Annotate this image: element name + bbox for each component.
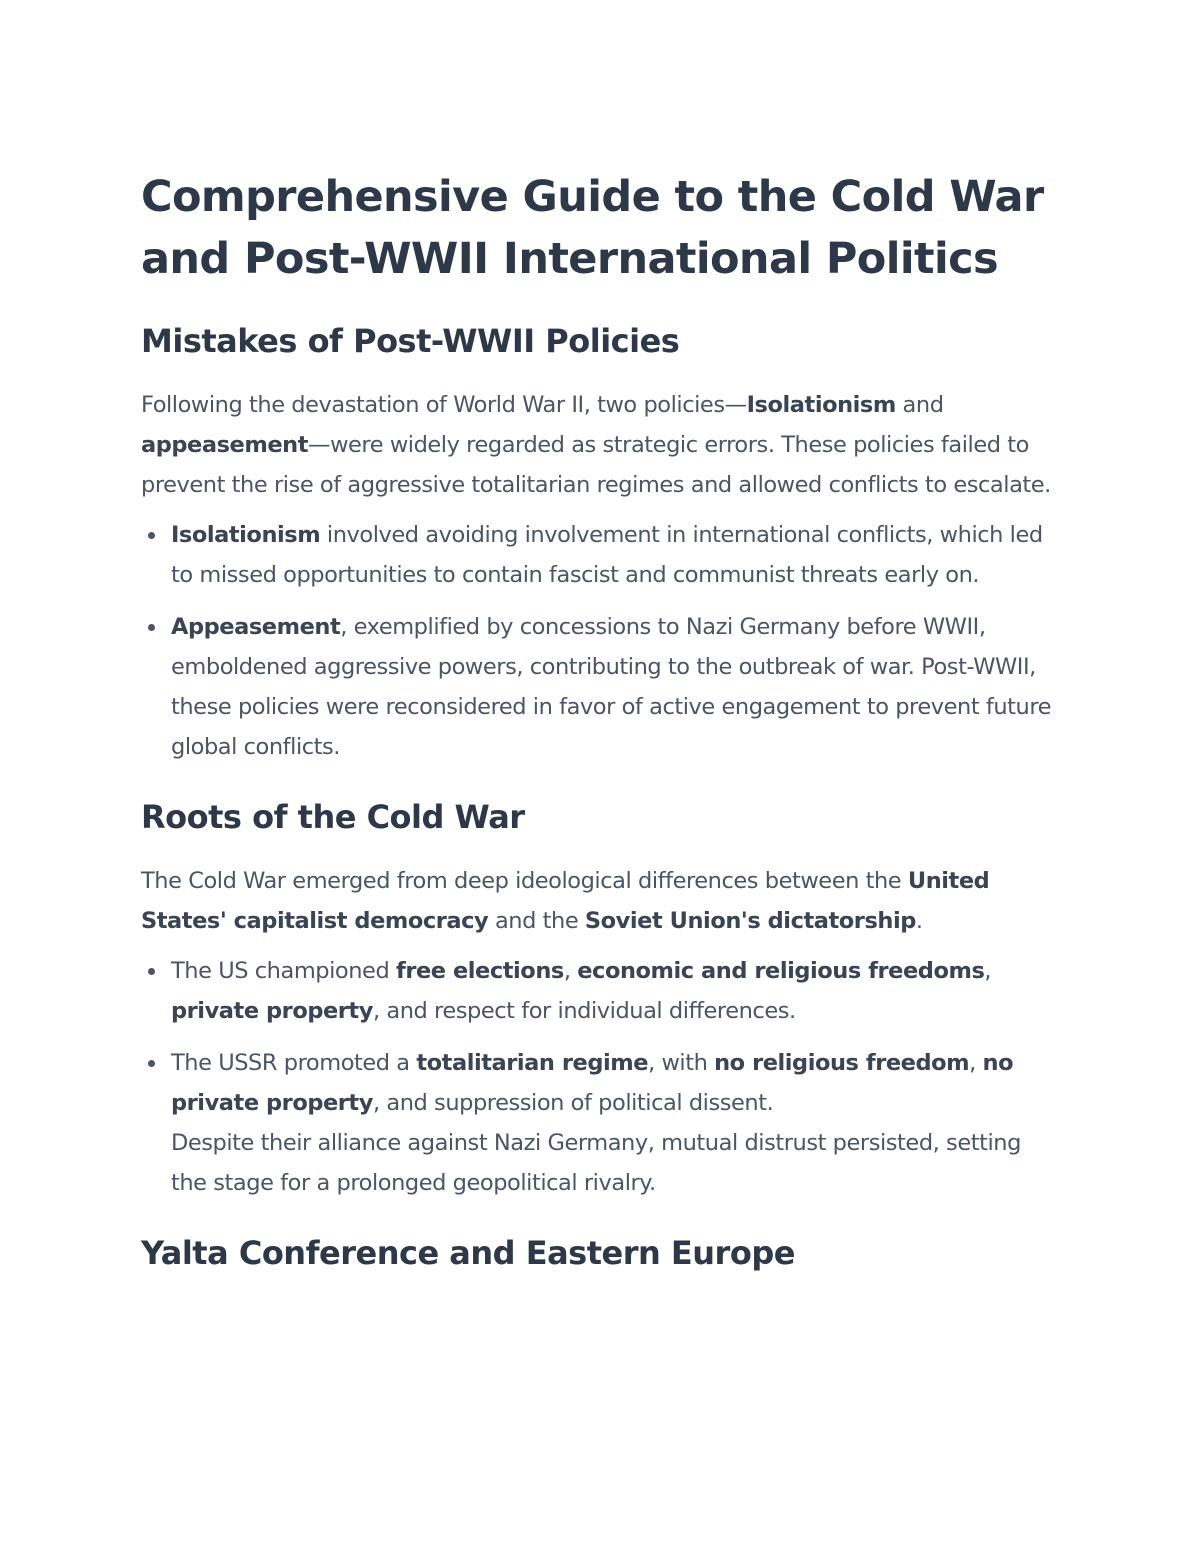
text-run: The USSR promoted a xyxy=(171,1050,417,1076)
section-heading-mistakes: Mistakes of Post-WWII Policies xyxy=(141,322,680,360)
list-item xyxy=(171,951,1061,1031)
text-run: Following the devastation of World War II, two policies— xyxy=(141,392,747,418)
text-run: , and suppression of political dissent. xyxy=(372,1090,774,1116)
text-run: The Cold War emerged from deep ideological differences between the xyxy=(141,868,908,894)
text-run: , xyxy=(969,1050,983,1076)
bold-term: appeasement xyxy=(141,432,309,458)
bullet-list-roots xyxy=(141,951,1061,1203)
section-intro-roots xyxy=(141,861,1061,941)
bullet-list-mistakes xyxy=(141,515,1061,767)
text-run: . xyxy=(915,908,923,934)
document-page xyxy=(141,166,1061,1275)
text-run: and xyxy=(895,392,944,418)
bold-term: economic and religious freedoms xyxy=(577,958,985,984)
bold-term: totalitarian regime xyxy=(416,1050,649,1076)
text-run: —were widely regarded as strategic errors. These policies failed to prevent the rise of aggressive totalitarian regimes and allowed conflicts to escalate. xyxy=(141,432,1051,498)
text-run: , xyxy=(563,958,578,984)
text-run: The US championed xyxy=(171,958,396,984)
text-run: , and respect for individual differences. xyxy=(372,998,796,1024)
list-item xyxy=(171,1043,1061,1203)
section-heading-yalta: Yalta Conference and Eastern Europe xyxy=(141,1234,795,1272)
bold-term: private property xyxy=(171,998,373,1024)
text-run: and the xyxy=(488,908,585,934)
section-heading-roots: Roots of the Cold War xyxy=(141,798,525,836)
page-title: Comprehensive Guide to the Cold War and Post-WWII International Politics xyxy=(141,172,1044,284)
bold-term: no private property xyxy=(171,1050,1014,1116)
bold-term: Isolationism xyxy=(171,522,321,548)
list-item xyxy=(171,607,1061,767)
text-run: , exemplified by concessions to Nazi Germany before WWII, emboldened aggressive powers, contributing to the outbreak of war. Post-WWII, these policies were reconsidered in favor of active engagement to prevent future global conflicts. xyxy=(171,614,1052,760)
text-run: involved avoiding involvement in international conflicts, which led to missed opportunities to contain fascist and communist threats early on. xyxy=(171,522,1043,588)
bold-term: Soviet Union's dictatorship xyxy=(584,908,916,934)
list-item xyxy=(171,515,1061,595)
bold-term: Appeasement xyxy=(171,614,341,640)
bold-term: Isolationism xyxy=(746,392,896,418)
bold-term: no religious freedom xyxy=(714,1050,970,1076)
list-item-continuation: Despite their alliance against Nazi Germany, mutual distrust persisted, setting the stage for a prolonged geopolitical rivalry. xyxy=(171,1130,1021,1196)
text-run: , xyxy=(984,958,992,984)
bold-term: free elections xyxy=(395,958,564,984)
section-intro-mistakes xyxy=(141,385,1061,505)
text-run: , with xyxy=(648,1050,715,1076)
bold-term: United States' capitalist democracy xyxy=(141,868,990,934)
